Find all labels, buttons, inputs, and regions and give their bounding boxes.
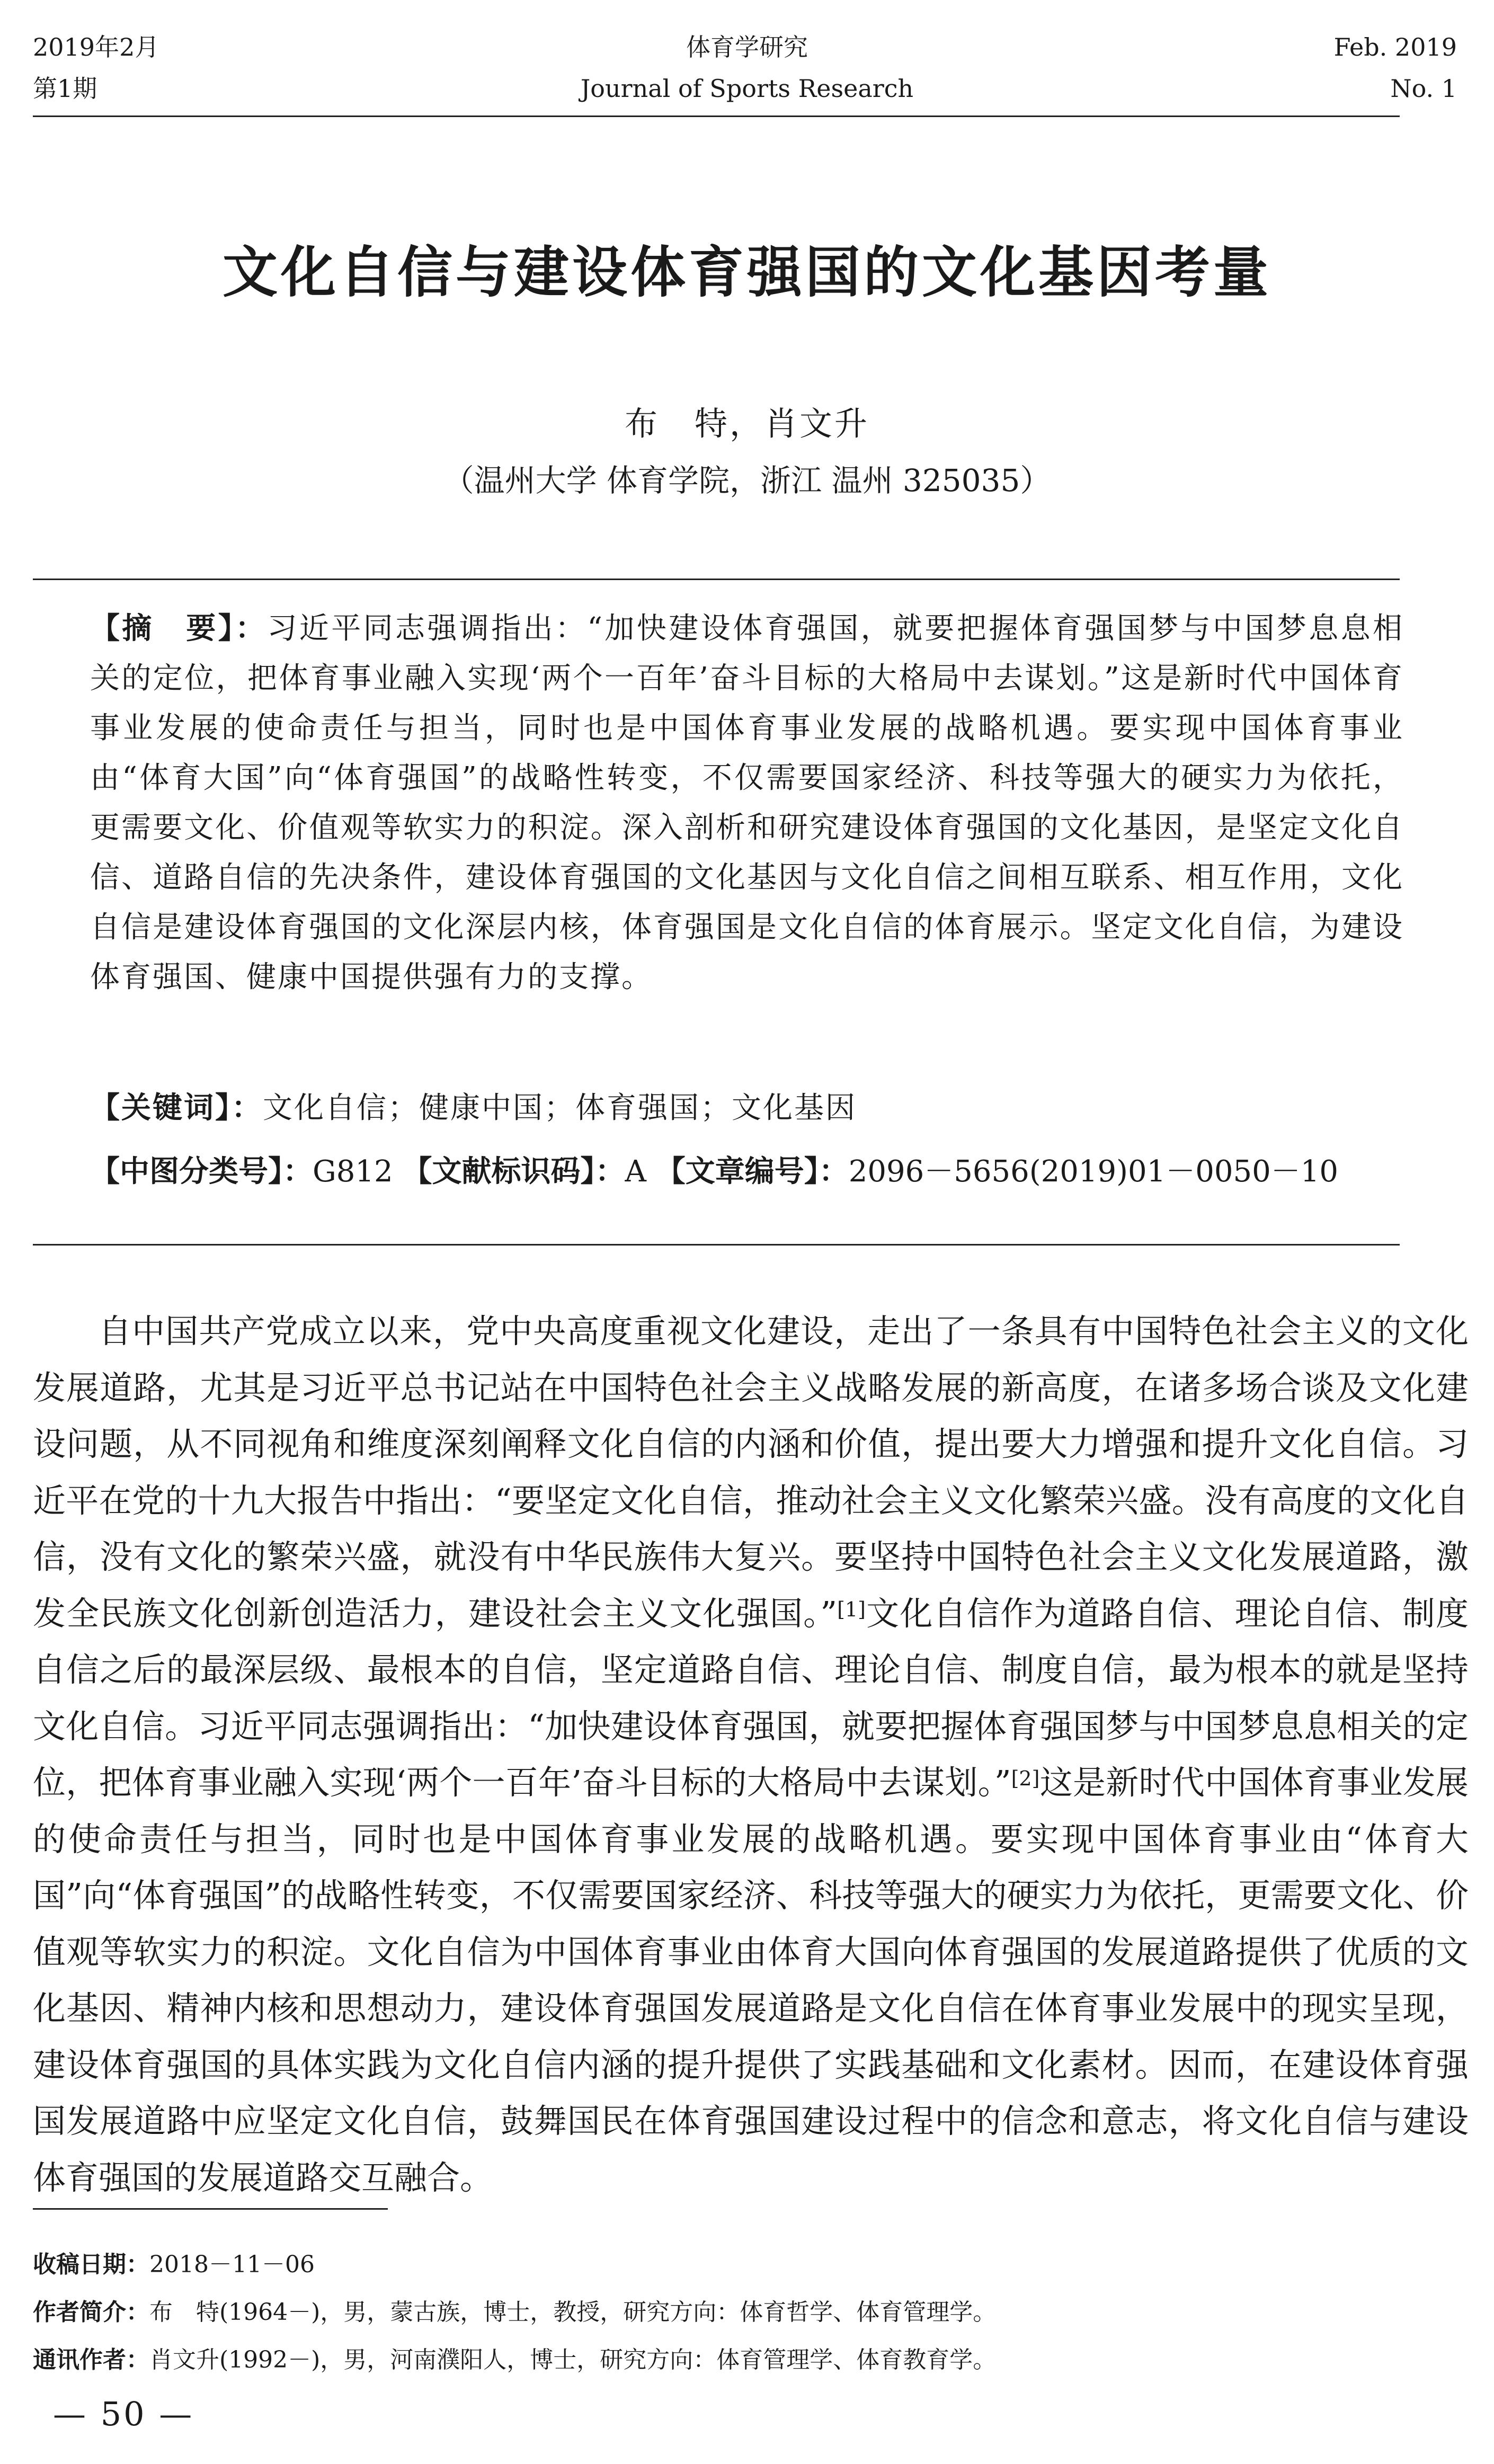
header-date-en: Feb. 2019 xyxy=(1333,33,1457,61)
footnotes xyxy=(33,2241,1463,2384)
body-text xyxy=(33,1303,1469,2206)
abstract-text: 习近平同志强调指出：“加快建设体育强国，就要把握体育强国梦与中国梦息息相关的定位，把体育事业融入实现‘两个一百年’奋斗目标的大格局中去谋划。”这是新时代中国体育事业发展的使命责任与担当，同时也是中国体育事业发展的战略机遇。要实现中国体育事业由“体育大国”向“体育强国”的战略性转变，不仅需要国家经济、科技等强大的硬实力为依托，更需要文化、价值观等软实力的积淀。深入剖析和研究建设体育强国的文化基因，是坚定文化自信、道路自信的先决条件，建设体育强国的文化基因与文化自信之间相互联系、相互作用，文化自信是建设体育强国的文化深层内核，体育强国是文化自信的体育展示。坚定文化自信，为建设体育强国、健康中国提供强有力的支撑。 xyxy=(90,611,1404,994)
author-affiliation: （温州大学 体育学院，浙江 温州 325035） xyxy=(443,462,1051,499)
article-title: 文化自信与建设体育强国的文化基因考量 xyxy=(222,240,1271,305)
abstract-top-rule xyxy=(33,579,1400,580)
header-rule xyxy=(33,115,1400,117)
page-number: — 50 — xyxy=(53,2395,194,2433)
abstract-bottom-rule xyxy=(33,1244,1400,1246)
keywords-text: 文化自信；健康中国；体育强国；文化基因 xyxy=(263,1091,857,1125)
doc-code-label: 【文献标识码】： xyxy=(402,1154,625,1189)
body-segment: 文化自信作为道路自信、理论自信、制度自信之后的最深层级、最根本的自信，坚定道路自信、理论自信、制度自信，最为根本的就是坚持文化自信。习近平同志强调指出：“加快建设体育强国，就要把握体育强国梦与中国梦息息相关的定位，把体育事业融入实现‘两个一百年’奋斗目标的大格局中去谋划。” xyxy=(33,1594,1469,1802)
footnote-author-bio: 作者简介：布 特(1964－)，男，蒙古族，博士，教授，研究方向：体育哲学、体育管理学。 xyxy=(33,2299,997,2326)
doc-code-value: A xyxy=(625,1154,646,1189)
keywords-label: 【关键词】： xyxy=(90,1091,263,1125)
header-date: 2019年2月 xyxy=(33,33,159,61)
running-header-center xyxy=(0,26,1494,109)
citation-1: [1] xyxy=(837,1597,866,1621)
journal-name-cn: 体育学研究 xyxy=(686,33,808,61)
article-number-value: 2096－5656(2019)01－0050－10 xyxy=(848,1154,1338,1189)
body-segment: 自中国共产党成立以来，党中央高度重视文化建设，走出了一条具有中国特色社会主义的文化发展道路，尤其是习近平总书记站在中国特色社会主义战略发展的新高度，在诸多场合谈及文化建设问题，从不同视角和维度深刻阐释文化自信的内涵和价值，提出要大力增强和提升文化自信。习近平在党的十九大报告中指出：“要坚定文化自信，推动社会主义文化繁荣兴盛。没有高度的文化自信，没有文化的繁荣兴盛，就没有中华民族伟大复兴。要坚持中国特色社会主义文化发展道路，激发全民族文化创新创造活力，建设社会主义文化强国。” xyxy=(33,1312,1469,1633)
footnote-received: 收稿日期：2018－11－06 xyxy=(33,2251,315,2278)
clc-value: G812 xyxy=(313,1154,393,1189)
running-header-right xyxy=(1334,26,1457,109)
classification-line xyxy=(90,1147,1404,1197)
footnote-rule xyxy=(33,2208,388,2210)
clc-label: 【中图分类号】： xyxy=(90,1154,313,1189)
article-number-label: 【文章编号】： xyxy=(655,1154,849,1189)
body-paragraph xyxy=(33,1303,1469,2206)
journal-name-en: Journal of Sports Research xyxy=(580,74,914,103)
abstract-label: 【摘 要】： xyxy=(90,611,268,646)
abstract xyxy=(90,604,1404,1002)
header-issue: 第1期 xyxy=(33,74,97,103)
footnote-corresponding-author: 通讯作者：肖文升(1992－)，男，河南濮阳人，博士，研究方向：体育管理学、体育教育学。 xyxy=(33,2346,997,2373)
article-authors: 布 特，肖文升 xyxy=(624,404,869,443)
header-issue-en: No. 1 xyxy=(1390,74,1457,103)
body-segment: 这是新时代中国体育事业发展的使命责任与担当，同时也是中国体育事业发展的战略机遇。要实现中国体育事业由“体育大国”向“体育强国”的战略性转变，不仅需要国家经济、科技等强大的硬实力为依托，更需要文化、价值观等软实力的积淀。文化自信为中国体育事业由体育大国向体育强国的发展道路提供了优质的文化基因、精神内核和思想动力，建设体育强国发展道路是文化自信在体育事业发展中的现实呈现，建设体育强国的具体实践为文化自信内涵的提升提供了实践基础和文化素材。因而，在建设体育强国发展道路中应坚定文化自信，鼓舞国民在体育强国建设过程中的信念和意志，将文化自信与建设体育强国的发展道路交互融合。 xyxy=(33,1763,1469,2197)
keywords xyxy=(90,1083,1404,1133)
citation-2: [2] xyxy=(1011,1767,1040,1790)
